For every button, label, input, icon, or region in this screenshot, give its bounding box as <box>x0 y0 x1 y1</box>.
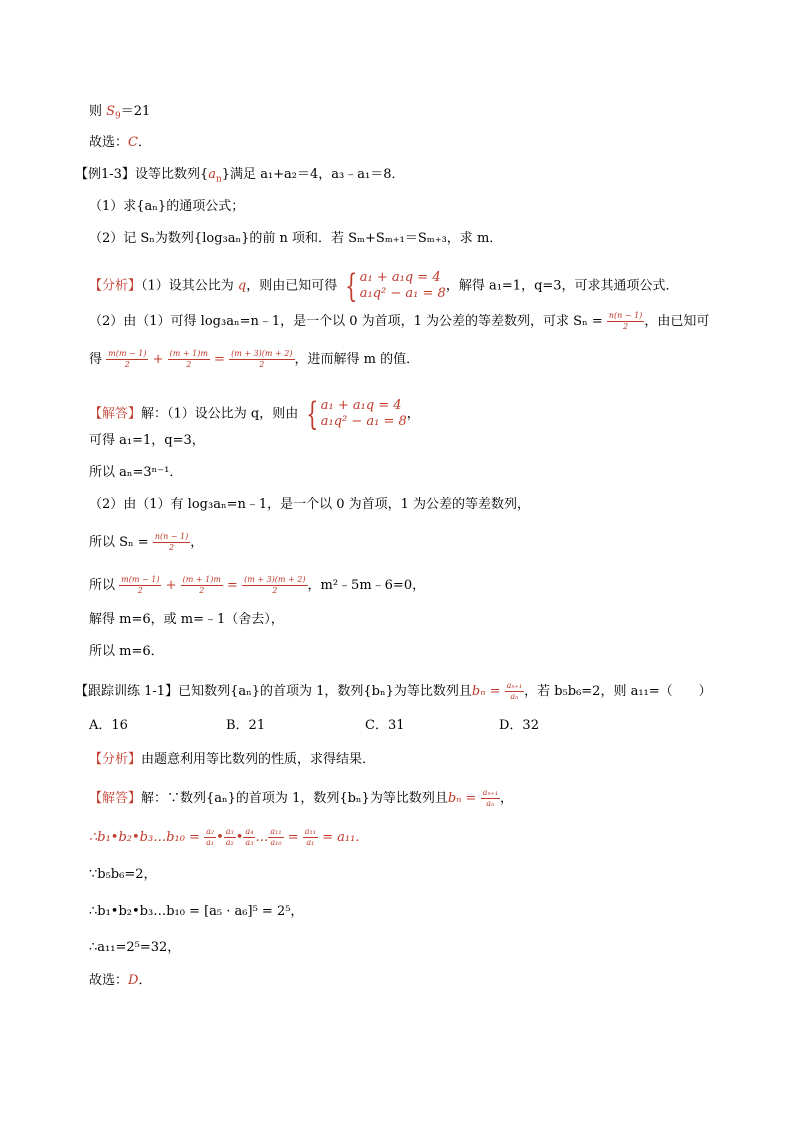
line-answer-c: 故选：C． <box>89 135 151 150</box>
solution-line-5: 所以 Sₙ = $\frac{n(n - 1)}{2}$ ， <box>89 532 204 552</box>
option-c[interactable]: C．31 <box>365 718 405 733</box>
solution-line-6: 所以 $\frac{m(m - 1)}{2}$ + $\frac{(m + 1)m}{2}$ = $\frac{(m + 3)(m + 2)}{2}$ ，m²﹣5m﹣6=0， <box>89 575 426 595</box>
solution-line-2: 可得 a₁=1，q=3， <box>89 433 205 448</box>
solution-line-4: （2）由（1）有 log₃aₙ=n﹣1，是一个以 0 为首项，1 为公差的等差数列， <box>89 497 531 512</box>
analysis2-line: 【分析】由题意利用等比数列的性质，求得结果． <box>89 752 376 767</box>
fraction: $\frac{n(n - 1)}{2}$ <box>608 311 643 331</box>
analysis-tag: 【分析】 <box>89 278 142 294</box>
option-d[interactable]: D．32 <box>499 718 539 733</box>
solution2-line-5: ∴a₁₁=2⁵=32， <box>89 940 181 955</box>
example-heading: 【例1-3】设等比数列$\{a_n\}$满足 a₁+a₂＝4，a₃﹣a₁＝8． <box>75 167 405 185</box>
solution-line-7: 解得 m=6，或 m=﹣1（舍去）， <box>89 612 284 627</box>
question-2: （2）记 Sₙ为数列{log₃aₙ}的前 n 项和．若 Sₘ+Sₘ₊₁＝Sₘ₊₃，求 m． <box>89 231 503 246</box>
question-1: （1）求{aₙ}的通项公式； <box>89 199 245 214</box>
analysis-line-1: 【分析】（1）设其公比为 q，则由已知可得 { a₁ + a₁q = 4 a₁q² − a₁ = 8 ，解得 a₁=1，q=3，可求其通项公式． <box>89 267 679 305</box>
fraction: $\frac{\text{a₁₁}}{\text{a₁}}$ <box>304 827 316 847</box>
equation-system: { a₁ + a₁q = 4 a₁q² − a₁ = 8 <box>306 395 407 433</box>
fraction: $\frac{(m + 3)(m + 2)}{2}$ <box>231 349 293 369</box>
equation-system: { a₁ + a₁q = 4 a₁q² − a₁ = 8 <box>345 267 446 305</box>
option-a[interactable]: A．16 <box>89 718 128 733</box>
solution-tag: 【解答】 <box>89 791 142 806</box>
solution-line-3: 所以 aₙ=3ⁿ⁻¹． <box>89 465 183 480</box>
solution2-line-2: ∴b₁•b₂•b₃…b₁₀ = $\frac{\text{a₂}}{\text{a₁}}$ • $\frac{\text{a₃}}{\text{a₂}}$ • $\frac{\text{a₄}}{\text{a₃}}$ … $\frac{\text{a₁₁}}{\text{a₁₀}}$ = $\frac{\text{a₁₁}}{\text{a₁}}$ = a₁₁． <box>89 827 369 847</box>
fraction: $\frac{(m + 3)(m + 2)}{2}$ <box>244 575 306 595</box>
fraction: $\frac{\text{a₂}}{\text{a₁}}$ <box>206 827 215 847</box>
fraction: $\frac{m(m - 1)}{2}$ <box>108 349 147 369</box>
track-tag: 【跟踪训练 1-1】 <box>75 684 179 699</box>
analysis-tag: 【分析】 <box>89 752 142 767</box>
solution2-line-4: ∴b₁•b₂•b₃…b₁₀ = [a₅ · a₆]⁵ = 2⁵， <box>89 904 304 919</box>
fraction: $\frac{(m + 1)m}{2}$ <box>169 349 208 369</box>
fraction: $\frac{n(n - 1)}{2}$ <box>154 532 189 552</box>
solution2-line-1: 【解答】解：∵数列{aₙ}的首项为 1，数列{bₙ}为等比数列且bₙ = $\frac{\text{aₙ₊₁}}{\text{aₙ}}$ ， <box>89 788 514 808</box>
solution-line-8: 所以 m=6． <box>89 644 164 659</box>
solution2-line-6: 故选：D． <box>89 973 152 988</box>
fraction: $\frac{m(m - 1)}{2}$ <box>121 575 160 595</box>
fraction: $\frac{(m + 1)m}{2}$ <box>182 575 221 595</box>
fraction: $\frac{\text{a₄}}{\text{a₃}}$ <box>245 827 254 847</box>
solution2-line-3: ∵b₅b₆=2， <box>89 867 157 882</box>
example-tag: 【例1-3】 <box>75 167 135 182</box>
option-b[interactable]: B．21 <box>226 718 266 733</box>
solution-tag: 【解答】 <box>89 406 142 422</box>
fraction: $\frac{\text{a₁₁}}{\text{a₁₀}}$ <box>270 827 282 847</box>
fraction: $\frac{\text{a₃}}{\text{a₂}}$ <box>225 827 234 847</box>
analysis-line-2: （2）由（1）可得 log₃aₙ=n﹣1，是一个以 0 为首项，1 为公差的等差数列，可求 Sₙ = $\frac{n(n - 1)}{2}$ ，由已知可 <box>89 311 710 331</box>
line-s9: 则 $S_9=21$ <box>89 104 151 122</box>
fraction: $\frac{\text{aₙ₊₁}}{\text{aₙ}}$ <box>506 681 523 701</box>
solution-line-1: 【解答】解：（1）设公比为 q，则由 { a₁ + a₁q = 4 a₁q² − a₁ = 8 ， <box>89 395 420 433</box>
fraction: $\frac{\text{aₙ₊₁}}{\text{aₙ}}$ <box>482 788 499 808</box>
track-heading: 【跟踪训练 1-1】已知数列{aₙ}的首项为 1，数列{bₙ}为等比数列且bₙ = $\frac{\text{aₙ₊₁}}{\text{aₙ}}$ ，若 b₅b₆=2，则 a₁₁=（ ） <box>75 681 712 701</box>
analysis-line-3: 得 $\frac{m(m - 1)}{2}$ + $\frac{(m + 1)m}{2}$ = $\frac{(m + 3)(m + 2)}{2}$ ，进而解得 m 的值． <box>89 349 420 369</box>
